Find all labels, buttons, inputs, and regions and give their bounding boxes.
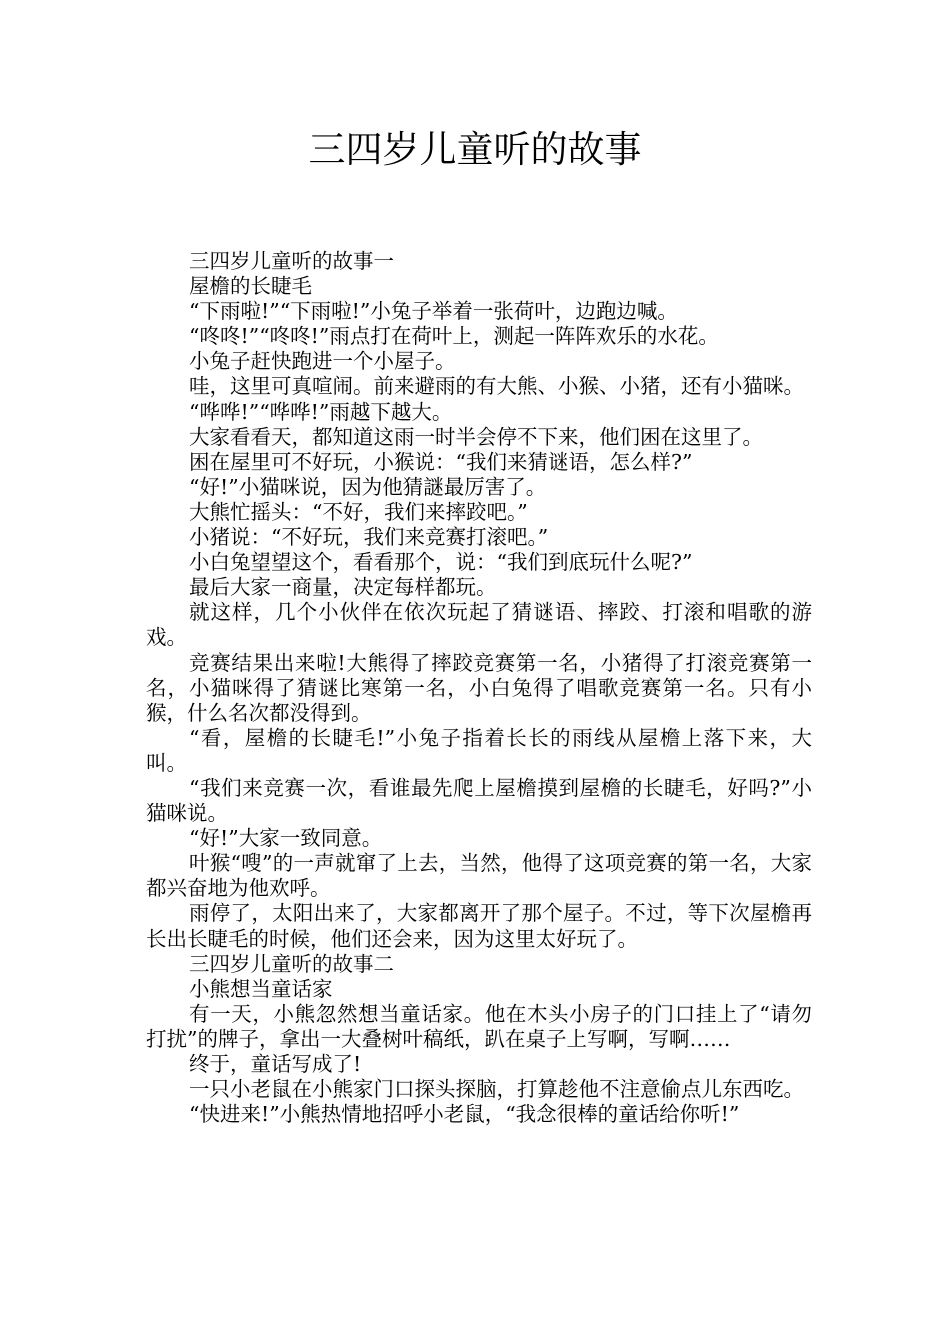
paragraph: 就这样，几个小伙伴在依次玩起了猜谜语、摔跤、打滚和唱歌的游戏。 — [146, 600, 812, 650]
document-title: 三四岁儿童听的故事 — [308, 128, 642, 171]
paragraph: “看，屋檐的长睫毛!”小兔子指着长长的雨线从屋檐上落下来，大叫。 — [146, 725, 812, 775]
paragraph: “咚咚!”“咚咚!”雨点打在荷叶上，测起一阵阵欢乐的水花。 — [189, 324, 719, 349]
paragraph: 大熊忙摇头：“不好，我们来摔跤吧。” — [189, 499, 528, 524]
paragraph: “我们来竞赛一次，看谁最先爬上屋檐摸到屋檐的长睫毛，好吗?”小猫咪说。 — [146, 775, 812, 826]
paragraph: 最后大家一商量，决定每样都玩。 — [189, 575, 497, 600]
paragraph: “快进来!”小熊热情地招呼小老鼠，“我念很棒的童话给你听!” — [189, 1102, 740, 1127]
paragraph: 三四岁儿童听的故事一 — [189, 249, 394, 273]
paragraph: “好!”小猫咪说，因为他猜謎最厉害了。 — [189, 474, 547, 499]
paragraph: 屋檐的长睫毛 — [189, 274, 312, 299]
paragraph: 有一天，小熊忽然想当童话家。他在木头小房子的门口挂上了“请勿打扰”的牌子，拿出一大叠树叶稿纸，趴在桌子上写啊，写啊…… — [146, 1001, 812, 1051]
paragraph: 小兔子赶快跑进一个小屋子。 — [189, 349, 456, 374]
paragraph: 雨停了，太阳出来了，大家都离开了那个屋子。不过，等下次屋檐再长出长睫毛的时候，他们还会来，因为这里太好玩了。 — [146, 901, 812, 951]
paragraph: “哗哗!”“哗哗!”雨越下越大。 — [189, 399, 453, 424]
paragraph: 三四岁儿童听的故事二 — [189, 951, 394, 976]
paragraph: 终于，童话写成了! — [189, 1052, 362, 1076]
paragraph: 小白兔望望这个，看看那个，说：“我们到底玩什么呢?” — [189, 550, 693, 575]
paragraph: 一只小老鼠在小熊家门口探头探脑，打算趁他不注意偷点儿东西吃。 — [189, 1077, 804, 1102]
paragraph: 大家看看天，都知道这雨一时半会停不下来，他们困在这里了。 — [189, 424, 763, 449]
paragraph: 哇，这里可真喧闹。前来避雨的有大熊、小猴、小猪，还有小猫咪。 — [189, 374, 804, 399]
paragraph: “好!”大家一致同意。 — [189, 826, 383, 851]
paragraph: 叶猴“嗖”的一声就窜了上去，当然，他得了这项竞赛的第一名，大家都兴奋地为他欢呼。 — [146, 851, 812, 901]
paragraph: 小猪说：“不好玩，我们来竞赛打滚吧。” — [189, 525, 549, 550]
document-body — [146, 249, 812, 1127]
paragraph: 困在屋里可不好玩，小猴说：“我们来猜谜语，怎么样?” — [189, 449, 693, 474]
paragraph: 小熊想当童话家 — [189, 976, 333, 1001]
paragraph: 竞赛结果出来啦!大熊得了摔跤竞赛第一名，小猪得了打滚竞赛第一名，小猫咪得了猜谜比寒第一名，小白兔得了唱歌竞赛第一名。只有小猴，什么名次都没得到。 — [146, 650, 812, 725]
paragraph: “下雨啦!”“下雨啦!”小兔子举着一张荷叶，边跑边喊。 — [189, 299, 678, 324]
